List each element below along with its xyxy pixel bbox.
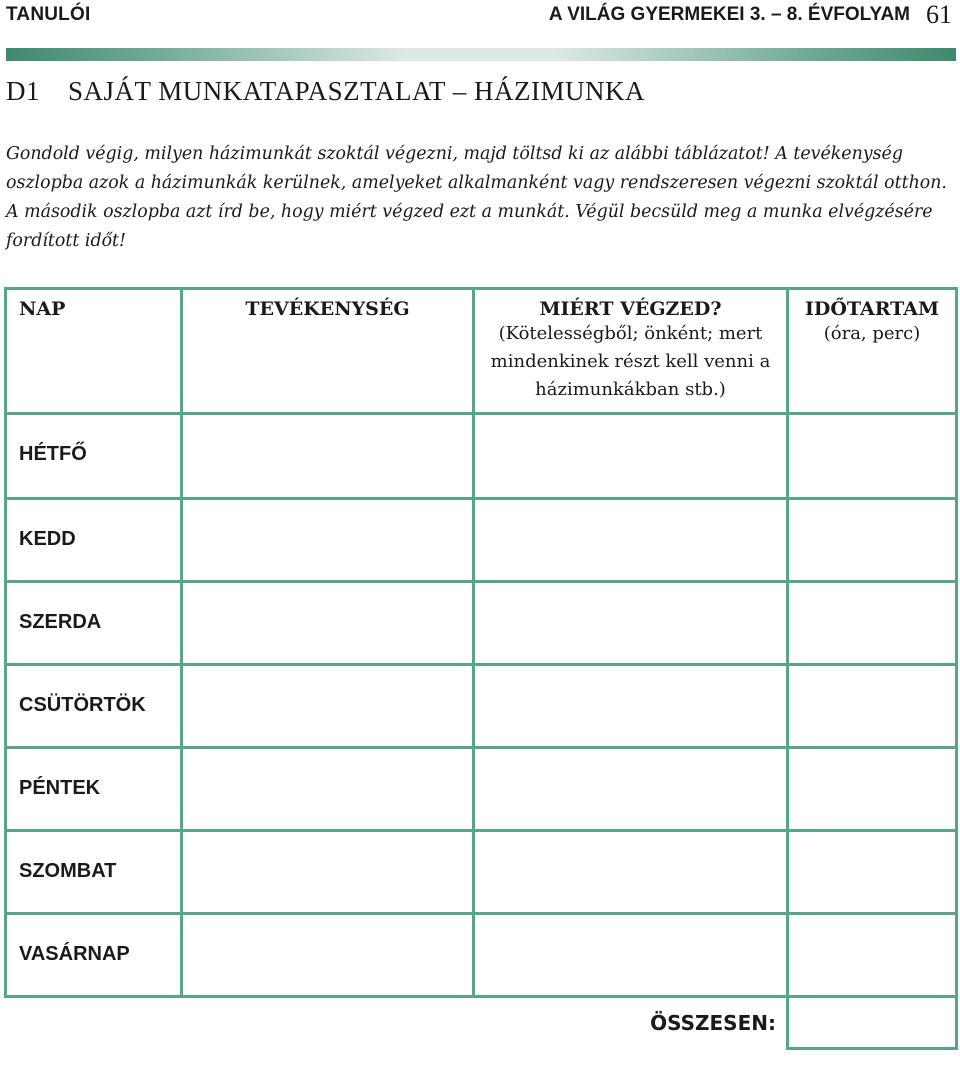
table-row (6, 414, 957, 499)
day-label: SZERDA (19, 611, 102, 633)
section-code: D1 (6, 76, 40, 106)
page-header (6, 0, 954, 34)
decorative-gradient-bar (6, 48, 956, 61)
day-cell-friday (6, 748, 182, 831)
why-cell[interactable] (474, 831, 788, 914)
why-cell[interactable] (474, 582, 788, 665)
why-cell[interactable] (474, 499, 788, 582)
column-header-activity-label: TEVÉKENYSÉG (245, 298, 410, 320)
column-header-activity (182, 289, 474, 414)
total-label: ÖSSZESEN: (650, 1011, 776, 1035)
housework-table (4, 287, 958, 1050)
section-title-text: SAJÁT MUNKATAPASZTALAT – HÁZIMUNKA (68, 76, 645, 106)
column-header-why-label: MIÉRT VÉGZED? (539, 298, 722, 320)
duration-cell[interactable] (788, 831, 957, 914)
day-label: CSÜTÖRTÖK (19, 694, 146, 716)
header-left-label: TANULÓI (6, 4, 91, 25)
day-cell-thursday (6, 665, 182, 748)
day-cell-tuesday (6, 499, 182, 582)
day-label: HÉTFŐ (19, 443, 87, 465)
page-number: 61 (926, 0, 952, 29)
column-header-duration (788, 289, 957, 414)
total-duration-cell[interactable] (788, 997, 957, 1049)
column-header-day-label: NAP (19, 298, 66, 320)
why-cell[interactable] (474, 665, 788, 748)
activity-cell[interactable] (182, 748, 474, 831)
instructions-paragraph: Gondold végig, milyen házimunkát szoktál végezni, majd töltsd ki az alábbi táblázatot! A tevékenység oszlopba azok a házimunkák kerülnek, amelyeket alkalmanként vagy rendszeresen végezni szoktál otthon. A második oszlopba azt írd be, hogy miért végzed ezt a munkát. Végül becsüld meg a munka elvégzésére fordított időt! (6, 144, 947, 251)
day-cell-wednesday (6, 582, 182, 665)
section-title (6, 76, 645, 107)
activity-cell[interactable] (182, 582, 474, 665)
why-cell[interactable] (474, 914, 788, 997)
why-cell[interactable] (474, 748, 788, 831)
duration-cell[interactable] (788, 748, 957, 831)
day-cell-sunday (6, 914, 182, 997)
table-header-row (6, 289, 957, 414)
day-label: PÉNTEK (19, 777, 101, 799)
header-series-title: A VILÁG GYERMEKEI 3. – 8. ÉVFOLYAM (548, 4, 910, 25)
table-row (6, 831, 957, 914)
column-header-day (6, 289, 182, 414)
duration-cell[interactable] (788, 665, 957, 748)
activity-cell[interactable] (182, 499, 474, 582)
duration-cell[interactable] (788, 582, 957, 665)
total-row (6, 997, 957, 1049)
activity-cell[interactable] (182, 831, 474, 914)
table-row (6, 582, 957, 665)
duration-cell[interactable] (788, 499, 957, 582)
column-header-duration-note: (óra, perc) (823, 323, 921, 344)
activity-cell[interactable] (182, 665, 474, 748)
day-cell-monday (6, 414, 182, 499)
column-header-why-note: (Kötelességből; önként; mert mindenkinek részt kell venni a házimunkákban stb.) (490, 323, 771, 400)
duration-cell[interactable] (788, 414, 957, 499)
table-row (6, 665, 957, 748)
why-cell[interactable] (474, 414, 788, 499)
activity-cell[interactable] (182, 414, 474, 499)
table-row (6, 748, 957, 831)
column-header-duration-label: IDŐTARTAM (804, 298, 940, 320)
table-row (6, 914, 957, 997)
duration-cell[interactable] (788, 914, 957, 997)
day-label: KEDD (19, 528, 76, 550)
activity-cell[interactable] (182, 914, 474, 997)
table-row (6, 499, 957, 582)
day-cell-saturday (6, 831, 182, 914)
column-header-why (474, 289, 788, 414)
day-label: SZOMBAT (19, 860, 117, 882)
day-label: VASÁRNAP (19, 943, 130, 965)
